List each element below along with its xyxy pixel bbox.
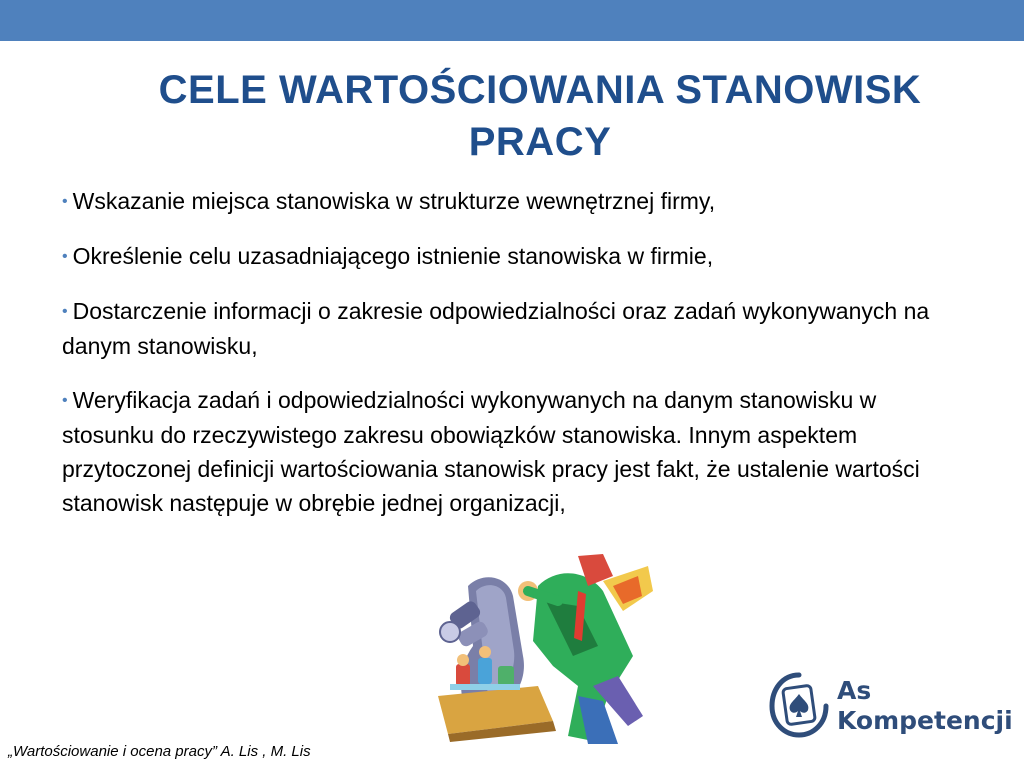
bullet-text: Określenie celu uzasadniającego istnienie stanowiska w firmie, xyxy=(72,243,714,269)
bullet-text: Wskazanie miejsca stanowiska w strukturze wewnętrznej firmy, xyxy=(72,188,716,214)
bullet-item xyxy=(62,239,962,274)
bullet-dot-icon: • xyxy=(62,303,68,320)
source-citation: „Wartościowanie i ocena pracy” A. Lis , M. Lis xyxy=(8,743,311,760)
bullet-dot-icon: • xyxy=(62,248,68,265)
slide-title-line1: CELE WARTOŚCIOWANIA STANOWISK xyxy=(158,68,922,112)
bullet-dot-icon: • xyxy=(62,193,68,210)
logo-text-line2: Kompetencji xyxy=(837,706,1013,735)
bullet-text: Dostarczenie informacji o zakresie odpowiedzialności oraz zadań wykonywanych na danym stanowisku, xyxy=(62,298,930,359)
bullet-item xyxy=(62,184,962,219)
spade-card-icon xyxy=(768,672,830,738)
as-kompetencji-logo xyxy=(768,672,1013,742)
bullet-item xyxy=(62,294,962,363)
slide-title-line2: PRACY xyxy=(468,120,612,164)
bullet-item xyxy=(62,383,962,520)
bullet-list xyxy=(62,184,962,540)
bullet-text: Weryfikacja zadań i odpowiedzialności wykonywanych na danym stanowisku w stosunku do rzeczywistego zakresu obowiązków stanowiska. Innym aspektem przytoczonej definicji wartościowania stanowisk pracy jest fakt, że ustalenie wartości stanowisk następuje w obrębie jednej organizacji, xyxy=(62,387,920,516)
bullet-dot-icon: • xyxy=(62,392,68,409)
microscope-figure-illustration xyxy=(428,546,668,746)
top-accent-bar xyxy=(0,0,1024,41)
slide-title xyxy=(90,64,990,168)
logo-text-line1: As xyxy=(837,676,872,705)
